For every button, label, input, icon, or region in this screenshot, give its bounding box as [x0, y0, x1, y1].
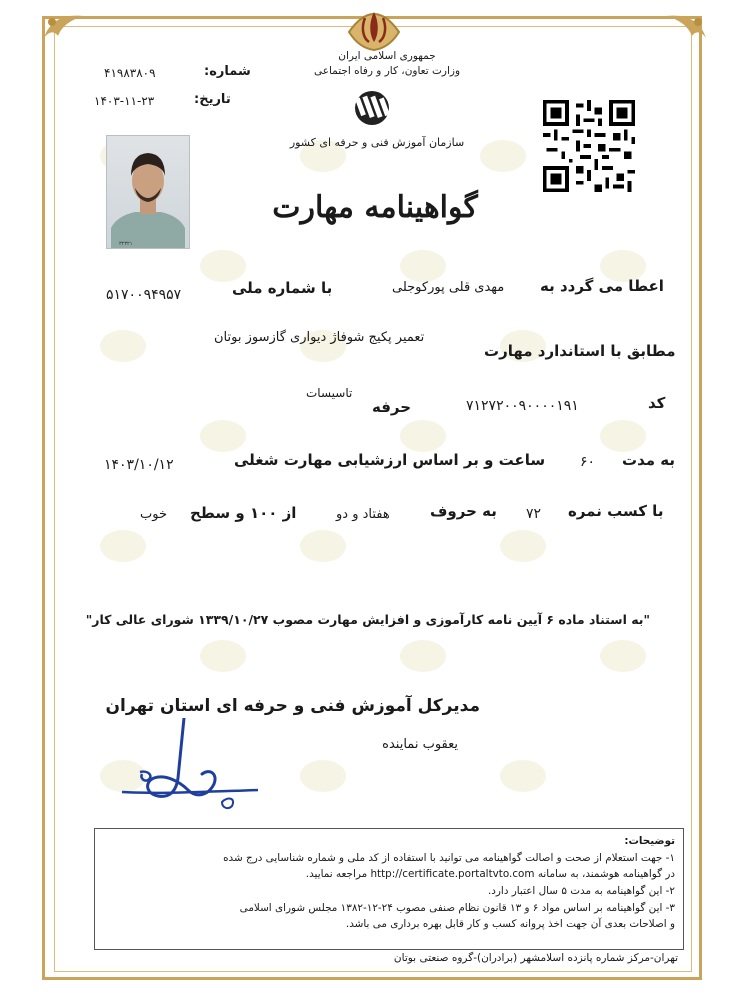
standard-code: ۷۱۲۷۲۰۰۹۰۰۰۰۱۹۱ — [466, 398, 579, 414]
level-value: خوب — [140, 507, 167, 522]
note-line — [103, 866, 675, 883]
tvto-logo-icon — [342, 86, 402, 126]
director-title: مدیرکل آموزش فنی و حرفه ای استان تهران — [105, 696, 480, 716]
certificate-title: گواهینامه مهارت — [272, 190, 478, 225]
note-line: و اصلاحات بعدی آن جهت اخذ پروانه کسب و کار قابل بهره برداری می باشد. — [345, 918, 675, 931]
score-value: ۷۲ — [526, 506, 542, 522]
note-line: ۳- این گواهینامه بر اساس مواد ۶ و ۱۳ قانون نظام صنفی مصوب ۲۴-۱۲-۱۳۸۲ مجلس شورای اسلامی — [239, 901, 675, 914]
holder-name: مهدی قلی پورکوجلی — [392, 280, 505, 295]
notes-box — [94, 828, 684, 950]
issuing-center: تهران-مرکز شماره پانزده اسلامشهر (برادران)-گروه صنعتی بوتان — [393, 952, 678, 964]
hours-label: ساعت و بر اساس ارزشیابی مهارت شغلی — [234, 451, 546, 469]
evaluation-date: ۱۴۰۳/۱۰/۱۲ — [104, 457, 174, 473]
duration-value: ۶۰ — [580, 454, 596, 470]
note-line: ۲- این گواهینامه به مدت ۵ سال اعتبار دارد. — [487, 884, 675, 897]
granted-to-label: اعطا می گردد به — [540, 277, 664, 295]
trade-value: تاسیسات — [306, 386, 353, 400]
signature-icon — [118, 718, 268, 818]
in-words-label: به حروف — [430, 502, 497, 520]
score-label: با کسب نمره — [568, 502, 664, 520]
issue-date: ۱۴۰۳-۱۱-۲۳ — [94, 94, 155, 108]
national-id-value: ۵۱۷۰۰۹۴۹۵۷ — [106, 287, 182, 303]
standard-label: مطابق با استاندارد مهارت — [484, 342, 676, 360]
duration-label: به مدت — [622, 451, 675, 469]
certificate-number: ۴۱۹۸۳۸۰۹ — [104, 66, 156, 80]
code-label: کد — [648, 394, 666, 412]
ministry-name: وزارت تعاون، کار و رفاه اجتماعی — [313, 65, 461, 77]
note-link-line[interactable]: در گواهینامه هوشمند، به سامانه http://certificate.portaltvto.com مراجعه نمایید. — [305, 868, 675, 881]
person-portrait-icon — [107, 136, 189, 248]
note-line: ۱- جهت استعلام از صحت و اصالت گواهینامه می توانید با استفاده از کد ملی و شماره شناسایی درج شده — [223, 851, 675, 864]
out-of-label: از ۱۰۰ و سطح — [190, 504, 297, 522]
issue-date-label: تاریخ: — [194, 92, 231, 107]
holder-photo — [106, 135, 190, 249]
signer-name: یعقوب نماینده — [382, 737, 458, 752]
national-id-label: با شماره ملی — [232, 279, 333, 297]
standard-name: تعمیر پکیج شوفاژ دیواری گازسوز بوتان — [214, 330, 425, 345]
corner-ornament-icon — [662, 10, 710, 42]
organization-name: سازمان آموزش فنی و حرفه ای کشور — [289, 136, 465, 149]
certificate-number-label: شماره: — [204, 64, 251, 79]
qr-code[interactable] — [543, 100, 635, 192]
score-in-words: هفتاد و دو — [336, 507, 390, 522]
photo-caption: ۳۲۳۲۱ — [119, 241, 133, 247]
national-emblem-icon — [345, 2, 403, 52]
corner-ornament-icon — [40, 10, 88, 42]
trade-label: حرفه — [372, 398, 412, 416]
notes-title: توضیحات: — [624, 835, 675, 847]
country-name: جمهوری اسلامی ایران — [338, 50, 436, 62]
legal-basis-quote: "به استناد ماده ۶ آیین نامه کارآموزی و افزایش مهارت مصوب ۱۳۳۹/۱۰/۲۷ شورای عالی کار" — [85, 612, 650, 627]
